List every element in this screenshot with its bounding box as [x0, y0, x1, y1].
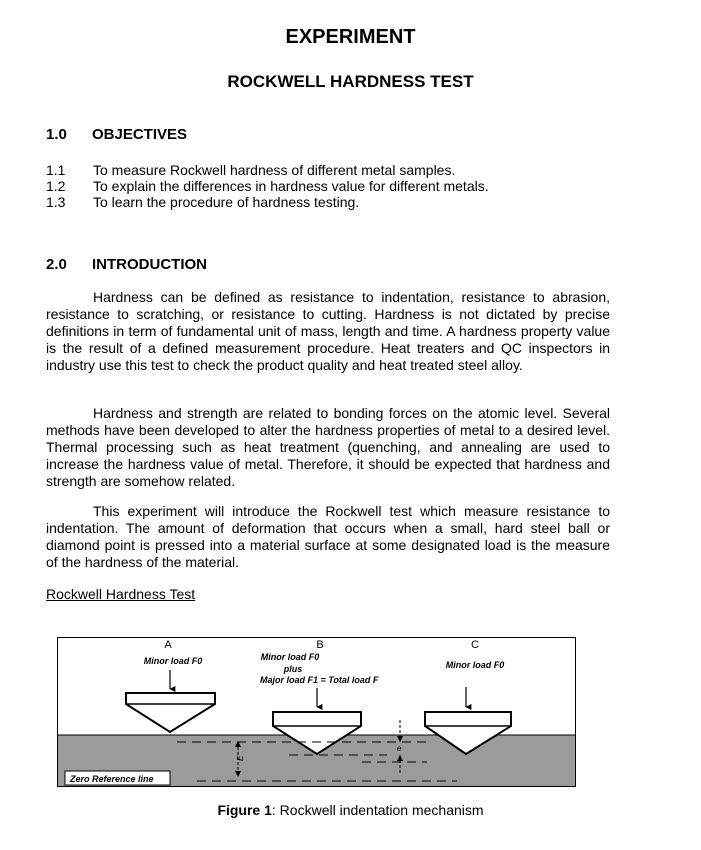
intro-paragraph: Hardness and strength are related to bonding forces on the atomic level. Several methods have been developed to alter the hardness properties of metal to a desired level. Thermal processing such as heat treatment (quenching, and annealing are used to increase the hardness value of metal. Therefore, it should be expected that hardness and strength are somehow related. [46, 405, 610, 489]
objective-number: 1.2 [46, 178, 66, 194]
depth-label-e-upper: E [236, 755, 245, 761]
document-subtitle: ROCKWELL HARDNESS TEST [227, 72, 474, 91]
panel-label: plus [283, 664, 303, 674]
objective-text: To explain the differences in hardness value for different metals. [93, 178, 489, 194]
panel-letter: C [471, 639, 479, 651]
panel-label: Minor load F0 [260, 652, 320, 662]
zero-reference-label: Zero Reference line [70, 774, 154, 784]
figure-caption-label: Figure 1 [217, 802, 272, 818]
panel-label: Minor load F0 [143, 656, 203, 666]
document-title: EXPERIMENT [285, 26, 416, 48]
panel-letter: A [164, 639, 172, 651]
section-number: 2.0 [46, 256, 67, 273]
panel-label: Major load F1 = Total load F [260, 675, 379, 685]
section-title: OBJECTIVES [92, 126, 188, 143]
figure-caption-text: : Rockwell indentation mechanism [271, 802, 484, 818]
rockwell-diagram [57, 637, 576, 787]
panel-letter: B [316, 639, 324, 651]
section-number: 1.0 [46, 126, 67, 143]
objective-text: To learn the procedure of hardness testing. [93, 194, 360, 210]
intro-paragraph: This experiment will introduce the Rockwell test which measure resistance to indentation. The amount of deformation that occurs when a small, hard steel ball or diamond point is pressed into a material surface at some designated load is the measure of the hardness of the material. [46, 503, 610, 570]
section-title: INTRODUCTION [92, 256, 207, 273]
figure-caption [0, 802, 701, 818]
objective-number: 1.3 [46, 194, 66, 210]
depth-label-e-lower: e [397, 744, 402, 753]
objective-text: To measure Rockwell hardness of different metal samples. [93, 162, 456, 178]
intro-paragraph: Hardness can be defined as resistance to indentation, resistance to abrasion, resistance to scratching, or resistance to cutting. Hardness is not dictated by precise definitions in term of fundamental unit of mass, length and time. A hardness property value is the result of a defined measurement procedure. Heat treaters and QC inspectors in industry use this test to check the product quality and heat treated steel alloy. [46, 289, 610, 373]
subheading: Rockwell Hardness Test [46, 586, 196, 602]
objective-number: 1.1 [46, 162, 66, 178]
panel-label: Minor load F0 [445, 660, 505, 670]
